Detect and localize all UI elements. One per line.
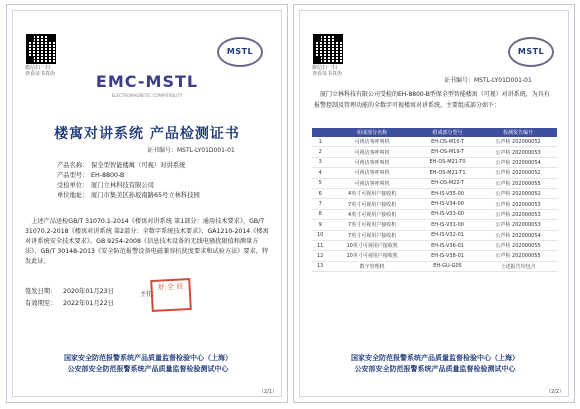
table-header: 检测报告编号 xyxy=(479,128,557,137)
table-cell: 公声检 202000052 xyxy=(479,188,557,198)
official-seal: 舒 全 辰 xyxy=(150,278,192,312)
table-header: 组成部分型号 xyxy=(416,128,479,137)
table-row xyxy=(312,178,557,188)
table-row xyxy=(312,220,557,230)
table-cell: 13 xyxy=(312,261,328,271)
expiry-date: 有效期至： 2022年01月22日 xyxy=(25,300,114,307)
product-fields xyxy=(57,161,200,201)
table-cell: 7英寸可视用户接收机 xyxy=(328,199,416,209)
table-cell: 10英寸可视用户接收机 xyxy=(328,240,416,250)
table-cell: EH-IS-V34-00 xyxy=(416,199,479,209)
table-row xyxy=(312,209,557,219)
table-row xyxy=(312,199,557,209)
table-header: 组成部分名称 xyxy=(328,128,416,137)
table-cell: EH-OS-M21-T1 xyxy=(416,168,479,178)
table-cell: 可视访客呼叫机 xyxy=(328,147,416,157)
table-cell: 公声检 202000053 xyxy=(479,147,557,157)
table-cell: EH-IS-V32-01 xyxy=(416,230,479,240)
table-cell: EH-OS-M22-T xyxy=(416,178,479,188)
table-row xyxy=(312,261,557,271)
mstl-logo: MSTL xyxy=(217,37,263,67)
table-cell: EH-IS-V31-00 xyxy=(416,220,479,230)
table-cell: 7 xyxy=(312,199,328,209)
field-row: 产品型号： EH-8800-B xyxy=(57,172,125,179)
issue-date: 签发日期： 2020年01月23日 xyxy=(25,288,114,295)
emc-mstl-logo: EMC-MSTL ELECTROMAGNETIC COMPATIBILITY xyxy=(95,72,199,98)
table-cell: 公声检 202000054 xyxy=(479,157,557,167)
table-row xyxy=(312,230,557,240)
table-cell: 7英寸可视用户接收机 xyxy=(328,220,416,230)
table-cell: 4 xyxy=(312,168,328,178)
table-cell: 4英寸可视用户接收机 xyxy=(328,209,416,219)
qr-code-icon xyxy=(27,35,55,63)
table-cell: 公声检 202000055 xyxy=(479,251,557,261)
table-cell: 数字管理机 xyxy=(328,261,416,271)
table-cell: 公声检 202000053 xyxy=(479,209,557,219)
table-cell: EH-IS-V36-01 xyxy=(416,240,479,250)
components-table xyxy=(312,128,557,272)
page-number: （2/1） xyxy=(258,389,277,395)
table-cell: 10 xyxy=(312,230,328,240)
issuer-footer: 国家安全防范报警系统产品质量监督检验中心（上海） 公安部安全防范报警系统产品质量监督检验测试中心 xyxy=(351,354,519,373)
table-row xyxy=(312,157,557,167)
table-cell: 上述报告均包含 xyxy=(479,261,557,271)
table-row xyxy=(312,137,557,147)
intro-text: 厦门立林科技有限公司受检的EH-8800-B型保全型智能楼寓（可视）对讲系统，为具有报警控制及管理功能的全数字可视楼寓对讲系统，主要组成部分如下： xyxy=(314,91,550,109)
table-cell: 8 xyxy=(312,209,328,219)
table-cell: 4英寸可视用户接收机 xyxy=(328,188,416,198)
table-row xyxy=(312,240,557,250)
table-row xyxy=(312,251,557,261)
certificate-number: 证书编号：MSTL-LY01D001-01 xyxy=(147,147,235,154)
table-cell: 3 xyxy=(312,157,328,167)
table-cell: 可视访客呼叫机 xyxy=(328,137,416,147)
table-cell: 5 xyxy=(312,178,328,188)
table-cell: 公声检 202000052 xyxy=(479,168,557,178)
table-header xyxy=(312,128,328,137)
table-cell: 6 xyxy=(312,188,328,198)
table-cell: 可视访客呼叫机 xyxy=(328,157,416,167)
certificate-dates xyxy=(25,286,114,310)
table-cell: 12 xyxy=(312,251,328,261)
table-cell: 公声检 202000052 xyxy=(479,137,557,147)
qr-code-icon xyxy=(314,35,342,63)
table-cell: 公声检 202000053 xyxy=(479,220,557,230)
table-cell: 7英寸可视用户接收机 xyxy=(328,230,416,240)
field-row: 产品名称： 保全型智能楼寓（可视）对讲系统 xyxy=(57,162,186,169)
table-row xyxy=(312,188,557,198)
certificate-title: 楼寓对讲系统 产品检测证书 xyxy=(54,126,240,142)
field-row: 受检单位： 厦门立林科技有限公司 xyxy=(57,182,154,189)
table-row xyxy=(312,168,557,178)
table-cell: EH-IS-V33-00 xyxy=(416,209,479,219)
table-cell: EH-OS-M10-T xyxy=(416,137,479,147)
table-cell: 公声检 202000055 xyxy=(479,240,557,250)
certificate-body: 上述产品送检GB/T 31070.1-2014《楼寓对讲系统 第1部分：通用技术要求》、GB/T 31070.2-2018《楼寓对讲系统 第2部分：全数字系统技术要求》、GA1210-2014《楼寓对讲系统安全技术要求》、GB 9254-2008《信息技术设备的无线电骚扰限值和测量方法》、GB/T 30148-2013《安全防范报警设备电磁兼容抗扰度要求和试验方法》要求，特发此证。 xyxy=(25,218,269,265)
table-cell: 公声检 202000053 xyxy=(479,199,557,209)
table-cell: EH-OS-M19-T xyxy=(416,147,479,157)
table-cell: 11 xyxy=(312,240,328,250)
qr-caption: 微信扫一扫 查看证书真伪 xyxy=(312,65,343,77)
table-cell: EH-OS-M21-T0 xyxy=(416,157,479,167)
table-cell: EH-IS-V35-00 xyxy=(416,188,479,198)
signer-label: 主任： xyxy=(140,291,159,298)
table-cell: 1 xyxy=(312,137,328,147)
certificate-number: 证书编号：MSTL-LY01D001-01 xyxy=(444,77,532,84)
issuer-footer: 国家安全防范报警系统产品质量监督检验中心（上海） 公安部安全防范报警系统产品质量监督检验测试中心 xyxy=(64,354,232,373)
table-header-row xyxy=(312,128,557,137)
field-row: 单位地址： 厦门市集美区孙坂南路65号立林科技园 xyxy=(57,192,200,199)
certificate-page-1 xyxy=(6,4,288,403)
table-cell: 10英寸可视用户接收机 xyxy=(328,251,416,261)
table-cell: 公声检 202000055 xyxy=(479,178,557,188)
qr-caption: 微信扫一扫 查看证书真伪 xyxy=(25,65,56,77)
table-cell: EH-GU-G05 xyxy=(416,261,479,271)
page-number: （2/2） xyxy=(545,389,564,395)
table-cell: 可视访客呼叫机 xyxy=(328,168,416,178)
table-cell: EH-IS-V38-01 xyxy=(416,251,479,261)
table-cell: 公声检 202000054 xyxy=(479,230,557,240)
table-cell: 可视访客呼叫机 xyxy=(328,178,416,188)
certificate-page-2 xyxy=(293,4,575,403)
table-cell: 9 xyxy=(312,220,328,230)
table-cell: 2 xyxy=(312,147,328,157)
mstl-logo: MSTL xyxy=(508,37,554,67)
table-row xyxy=(312,147,557,157)
